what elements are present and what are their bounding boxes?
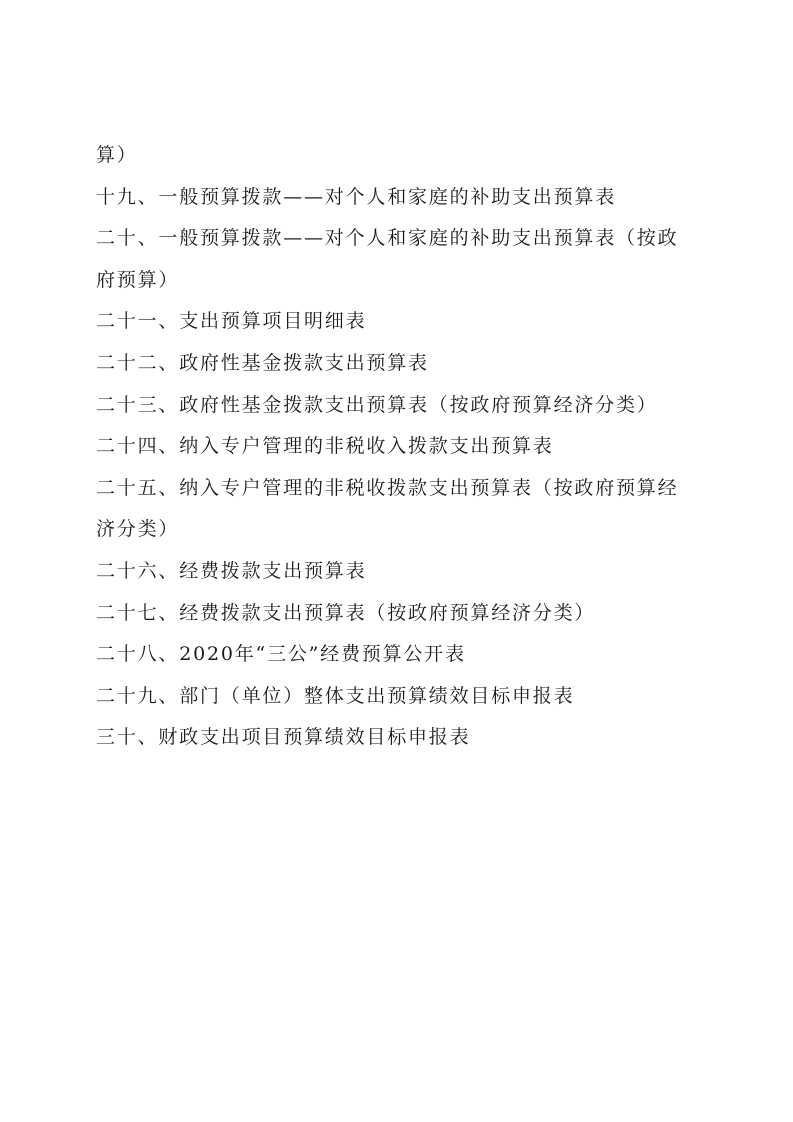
toc-line-23: 二十三、政府性基金拨款支出预算表（按政府预算经济分类） (96, 393, 658, 416)
toc-line-continuation-18: 算） (96, 144, 138, 166)
toc-line-25: 二十五、纳入专户管理的非税收拨款支出预算表（按政府预算经 (96, 476, 679, 499)
toc-line-21: 二十一、支出预算项目明细表 (96, 310, 367, 333)
toc-line-27: 二十七、经费拨款支出预算表（按政府预算经济分类） (96, 601, 596, 624)
toc-line-22: 二十二、政府性基金拨款支出预算表 (96, 351, 429, 374)
toc-line-20: 二十、一般预算拨款——对个人和家庭的补助支出预算表（按政 (96, 227, 679, 250)
toc-line-30: 三十、财政支出项目预算绩效目标申报表 (96, 726, 471, 749)
toc-line-19: 十九、一般预算拨款——对个人和家庭的补助支出预算表 (96, 185, 617, 208)
toc-line-20-continuation: 府预算） (96, 268, 180, 291)
toc-line-24: 二十四、纳入专户管理的非税收入拨款支出预算表 (96, 435, 554, 458)
toc-line-25-continuation: 济分类） (96, 518, 180, 541)
toc-line-26: 二十六、经费拨款支出预算表 (96, 559, 367, 582)
toc-line-29: 二十九、部门（单位）整体支出预算绩效目标申报表 (96, 684, 575, 707)
toc-line-28: 二十八、2020年“三公”经费预算公开表 (96, 643, 466, 666)
table-of-contents (96, 135, 708, 759)
